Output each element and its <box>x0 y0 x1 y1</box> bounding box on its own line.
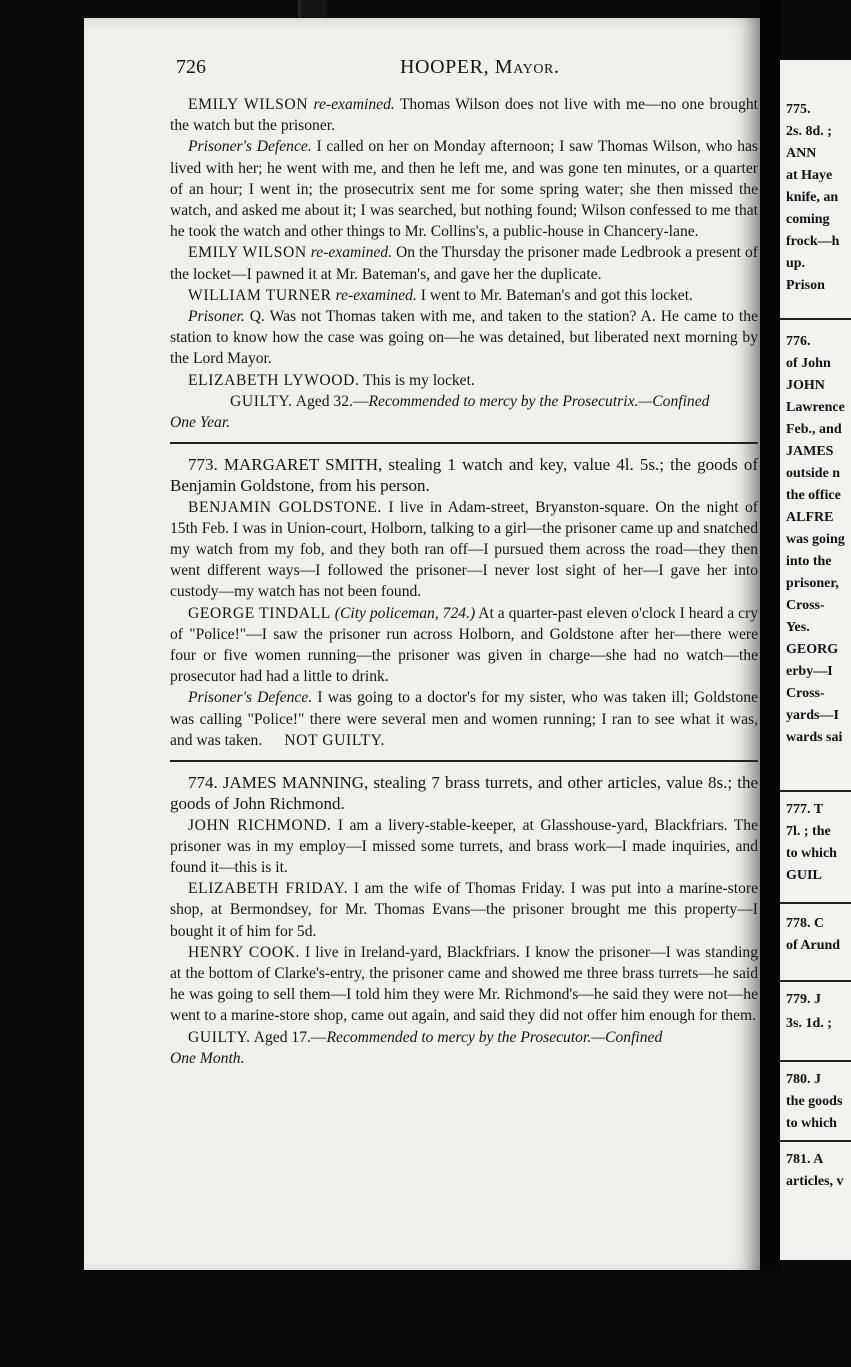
speaker-name: ELIZABETH FRIDAY. <box>188 880 349 898</box>
right-page-fragment: 2s. 8d. ; <box>786 124 832 139</box>
right-page-fragment: 781. A <box>786 1152 824 1167</box>
right-page-fragment: frock—h <box>786 234 840 249</box>
case-773-title: 773. MARGARET SMITH, stealing 1 watch and key, value 4l. 5s.; the goods of Benjamin Goldstone, from his person. <box>170 455 758 496</box>
speaker-name: ELIZABETH LYWOOD. <box>188 371 360 389</box>
right-page-divider <box>780 790 851 792</box>
right-page-fragment: coming <box>786 212 830 227</box>
case-774-title: 774. JAMES MANNING, stealing 7 brass turrets, and other articles, value 8s.; the goods of John Richmond. <box>170 773 758 814</box>
case-divider <box>170 760 758 762</box>
case-divider <box>170 442 758 444</box>
page-header <box>170 56 760 82</box>
right-page-divider <box>780 902 851 904</box>
right-page-fragment: the goods <box>786 1094 843 1109</box>
right-page-fragment: prisoner, <box>786 576 839 591</box>
right-page-fragment: wards sai <box>786 730 843 745</box>
right-page-fragment: yards—I <box>786 708 839 723</box>
book-gutter <box>760 0 782 1367</box>
right-page-fragment: 777. T <box>786 802 824 817</box>
testimony-paragraph <box>170 94 758 136</box>
right-page <box>780 60 851 1260</box>
right-page-divider <box>780 1060 851 1062</box>
speaker-note: re-examined. <box>335 286 417 304</box>
right-page-fragment: of John <box>786 356 831 371</box>
right-page-fragment: knife, an <box>786 190 839 205</box>
speaker-name: WILLIAM TURNER <box>188 286 332 304</box>
testimony-paragraph <box>170 306 758 370</box>
right-page-fragment: erby—I <box>786 664 833 679</box>
right-page-divider <box>780 1140 851 1142</box>
right-page-fragment: JAMES <box>786 444 834 459</box>
testimony-paragraph <box>170 603 758 688</box>
right-page-fragment: up. <box>786 256 806 271</box>
testimony-text: I live in Adam-street, Bryanston-square. On the night of 15th Feb. I was in Union-court, Holborn, talking to a girl—the prisoner came up and snatched my watch from my fob, and they both ran off—I pursued them across the road—they then went different ways—I followed the prisoner—I never lost sight of her—I gave her into custody—my watch has not been found. <box>170 498 758 601</box>
right-page-fragment: Feb., and <box>786 422 842 437</box>
testimony-paragraph <box>170 285 758 306</box>
speaker-name: HENRY COOK. <box>188 943 300 961</box>
right-page-fragment: 3s. 1d. ; <box>786 1016 832 1031</box>
page-number: 726 <box>176 56 206 78</box>
right-page-divider <box>780 980 851 982</box>
right-page-fragment: at Haye <box>786 168 833 183</box>
testimony-text: Thomas Wilson does not live with me—no one brought the watch but the prisoner. <box>170 96 758 135</box>
verdict-inline: NOT GUILTY. <box>284 731 385 749</box>
right-page-fragment: JOHN <box>786 378 825 393</box>
verdict-sentence: One Month. <box>170 1049 245 1067</box>
verdict-line: GUILTY. Aged 32.—Recommended to mercy by the Prosecutrix.—Confined <box>230 392 710 410</box>
testimony-text: At a quarter-past eleven o'clock I heard a cry of "Police!"—I saw the prisoner run across Holborn, and Goldstone after her—there were four or five women running—the prisoner was given in charge—she had no watch—the prosecutor had had a little to drink. <box>170 604 758 686</box>
speaker-name: GEORGE TINDALL <box>188 604 331 622</box>
verdict-line: GUILTY. Aged 17.—Recommended to mercy by the Prosecutor.—Confined <box>188 1028 663 1046</box>
speaker-name: EMILY WILSON <box>188 244 307 262</box>
speaker-name: EMILY WILSON <box>188 96 309 113</box>
speaker-note: Prisoner. <box>188 308 245 326</box>
right-page-fragment: Prison <box>786 278 825 293</box>
speaker-note: re-examined. <box>313 96 395 113</box>
page-body <box>170 94 758 1069</box>
testimony-text: I am a livery-stable-keeper, at Glasshouse-yard, Blackfriars. The prisoner was in my employ—I missed some turrets, and brass work—I made inquiries, and found it—this is it. <box>170 816 758 876</box>
right-page-fragment: 779. J <box>786 992 821 1007</box>
right-page-fragment: 775. <box>786 102 811 117</box>
speaker-name: BENJAMIN GOLDSTONE. <box>188 498 382 516</box>
testimony-paragraph <box>170 687 758 751</box>
speaker-name: JOHN RICHMOND. <box>188 816 332 834</box>
testimony-text: I went to Mr. Bateman's and got this locket. <box>416 286 693 304</box>
testimony-text: I called on her on Monday afternoon; I saw Thomas Wilson, who has lived with her; he went with me, and then he left me, and was gone ten minutes, or a quarter of an hour; I went in; the prosecutrix sent me for some spring water; she then missed the watch, and asked me about it; I was searched, but nothing found; Wilson confessed to me that he took the watch and other things to Mr. Collins's, a public-house in Chancery-lane. <box>170 138 758 241</box>
speaker-note: re-examined. <box>310 244 393 262</box>
testimony-paragraph <box>170 242 758 284</box>
right-page-fragment: 776. <box>786 334 811 349</box>
right-page-fragment: was going <box>786 532 845 547</box>
right-page-fragment: ALFRE <box>786 510 834 525</box>
bottom-shadow <box>0 1270 851 1367</box>
right-page-fragment: 778. C <box>786 916 825 931</box>
right-page-fragment: Cross- <box>786 598 825 613</box>
right-page-fragment: Lawrence <box>786 400 845 415</box>
running-head: HOOPER, Mayor. <box>400 56 560 78</box>
right-page-fragment: to which <box>786 1116 837 1131</box>
testimony-paragraph <box>170 815 758 879</box>
right-page-fragment: Cross- <box>786 686 825 701</box>
testimony-text: I live in Ireland-yard, Blackfriars. I know the prisoner—I was standing at the bottom of Clarke's-entry, the prisoner came and showed me three brass turrets—he said he was going to sell them—I told him they were Mr. Richmond's—he said they were not—he went to a marine-store shop, came out again, and said they did not offer him enough for them. <box>170 943 758 1025</box>
right-page-fragment: articles, v <box>786 1174 844 1189</box>
testimony-text: I am the wife of Thomas Friday. I was put into a marine-store shop, at Bermondsey, for Mr. Thomas Evans—the prisoner brought me this property—I bought it of him for 5d. <box>170 880 758 940</box>
right-page-fragment: GUIL <box>786 868 822 883</box>
testimony-paragraph <box>170 370 758 391</box>
testimony-text: On the Thursday the prisoner made Ledbrook a present of the locket—I pawned it at Mr. Bateman's, and gave her the duplicate. <box>170 244 758 283</box>
right-page-fragment: GEORG <box>786 642 839 657</box>
testimony-paragraph <box>170 497 758 603</box>
testimony-paragraph <box>170 136 758 242</box>
right-page-fragment: of Arund <box>786 938 841 953</box>
right-page-fragment: the office <box>786 488 841 503</box>
speaker-note: (City policeman, 724.) <box>334 604 476 622</box>
testimony-paragraph <box>170 878 758 942</box>
right-page-fragment: outside n <box>786 466 841 481</box>
right-page-fragment: Yes. <box>786 620 810 635</box>
right-page-fragment: to which <box>786 846 837 861</box>
right-page-fragment: into the <box>786 554 832 569</box>
verdict-sentence: One Year. <box>170 414 231 432</box>
speaker-note: Prisoner's Defence. <box>188 138 312 156</box>
testimony-text: Q. Was not Thomas taken with me, and taken to the station? A. He came to the station to know how the case was going on—he was detained, but liberated next morning by the Lord Mayor. <box>170 308 758 368</box>
right-page-fragment: 780. J <box>786 1072 821 1087</box>
testimony-text: This is my locket. <box>359 371 475 389</box>
right-page-fragment: 7l. ; the <box>786 824 831 839</box>
right-page-fragment: ANN <box>786 146 817 161</box>
testimony-text: I was going to a doctor's for my sister, who was taken ill; Goldstone was calling "Police!" there were several men and women running; I ran to see what it was, and was taken. <box>170 689 758 749</box>
speaker-note: Prisoner's Defence. <box>188 689 313 707</box>
testimony-paragraph <box>170 942 758 1027</box>
right-page-divider <box>780 318 851 320</box>
